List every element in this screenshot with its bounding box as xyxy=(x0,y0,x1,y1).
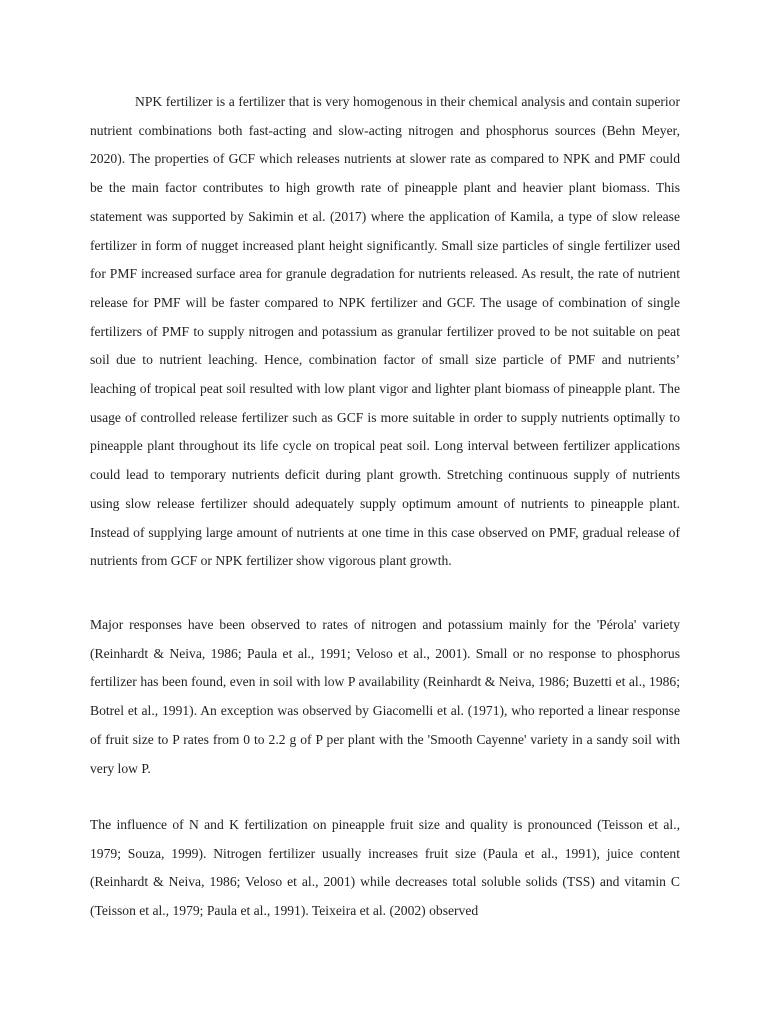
paragraph-npk-fertilizer: NPK fertilizer is a fertilizer that is very homogenous in their chemical analysis and contain superior nutrient combinations both fast-acting and slow-acting nitrogen and phosphorus sources (Behn Meyer, 2020). The properties of GCF which releases nutrients at slower rate as compared to NPK and PMF could be the main factor contributes to high growth rate of pineapple plant and heavier plant biomass. This statement was supported by Sakimin et al. (2017) where the application of Kamila, a type of slow release fertilizer in form of nugget increased plant height significantly. Small size particles of single fertilizer used for PMF increased surface area for granule degradation for nutrients released. As result, the rate of nutrient release for PMF will be faster compared to NPK fertilizer and GCF. The usage of combination of single fertilizers of PMF to supply nitrogen and potassium as granular fertilizer proved to be not suitable on peat soil due to nutrient leaching. Hence, combination factor of small size particle of PMF and nutrients’ leaching of tropical peat soil resulted with low plant vigor and lighter plant biomass of pineapple plant. The usage of controlled release fertilizer such as GCF is more suitable in order to supply nutrients optimally to pineapple plant throughout its life cycle on tropical peat soil. Long interval between fertilizer applications could lead to temporary nutrients deficit during plant growth. Stretching continuous supply of nutrients using slow release fertilizer should adequately supply optimum amount of nutrients to pineapple plant. Instead of supplying large amount of nutrients at one time in this case observed on PMF, gradual release of nutrients from GCF or NPK fertilizer show vigorous plant growth. xyxy=(90,94,680,569)
paragraph-major-responses: Major responses have been observed to rates of nitrogen and potassium mainly for the 'Pérola' variety (Reinhardt & Neiva, 1986; Paula et al., 1991; Veloso et al., 2001). Small or no response to phosphorus fertilizer has been found, even in soil with low P availability (Reinhardt & Neiva, 1986; Buzetti et al., 1986; Botrel et al., 1991). An exception was observed by Giacomelli et al. (1971), who reported a linear response of fruit size to P rates from 0 to 2.2 g of P per plant with the 'Smooth Cayenne' variety in a sandy soil with very low P. xyxy=(90,617,680,776)
paragraph-n-k-influence: The influence of N and K fertilization on pineapple fruit size and quality is pronounced (Teisson et al., 1979; Souza, 1999). Nitrogen fertilizer usually increases fruit size (Paula et al., 1991), juice content (Reinhardt & Neiva, 1986; Veloso et al., 2001) while decreases total soluble solids (TSS) and vitamin C (Teisson et al., 1979; Paula et al., 1991). Teixeira et al. (2002) observed xyxy=(90,817,680,919)
